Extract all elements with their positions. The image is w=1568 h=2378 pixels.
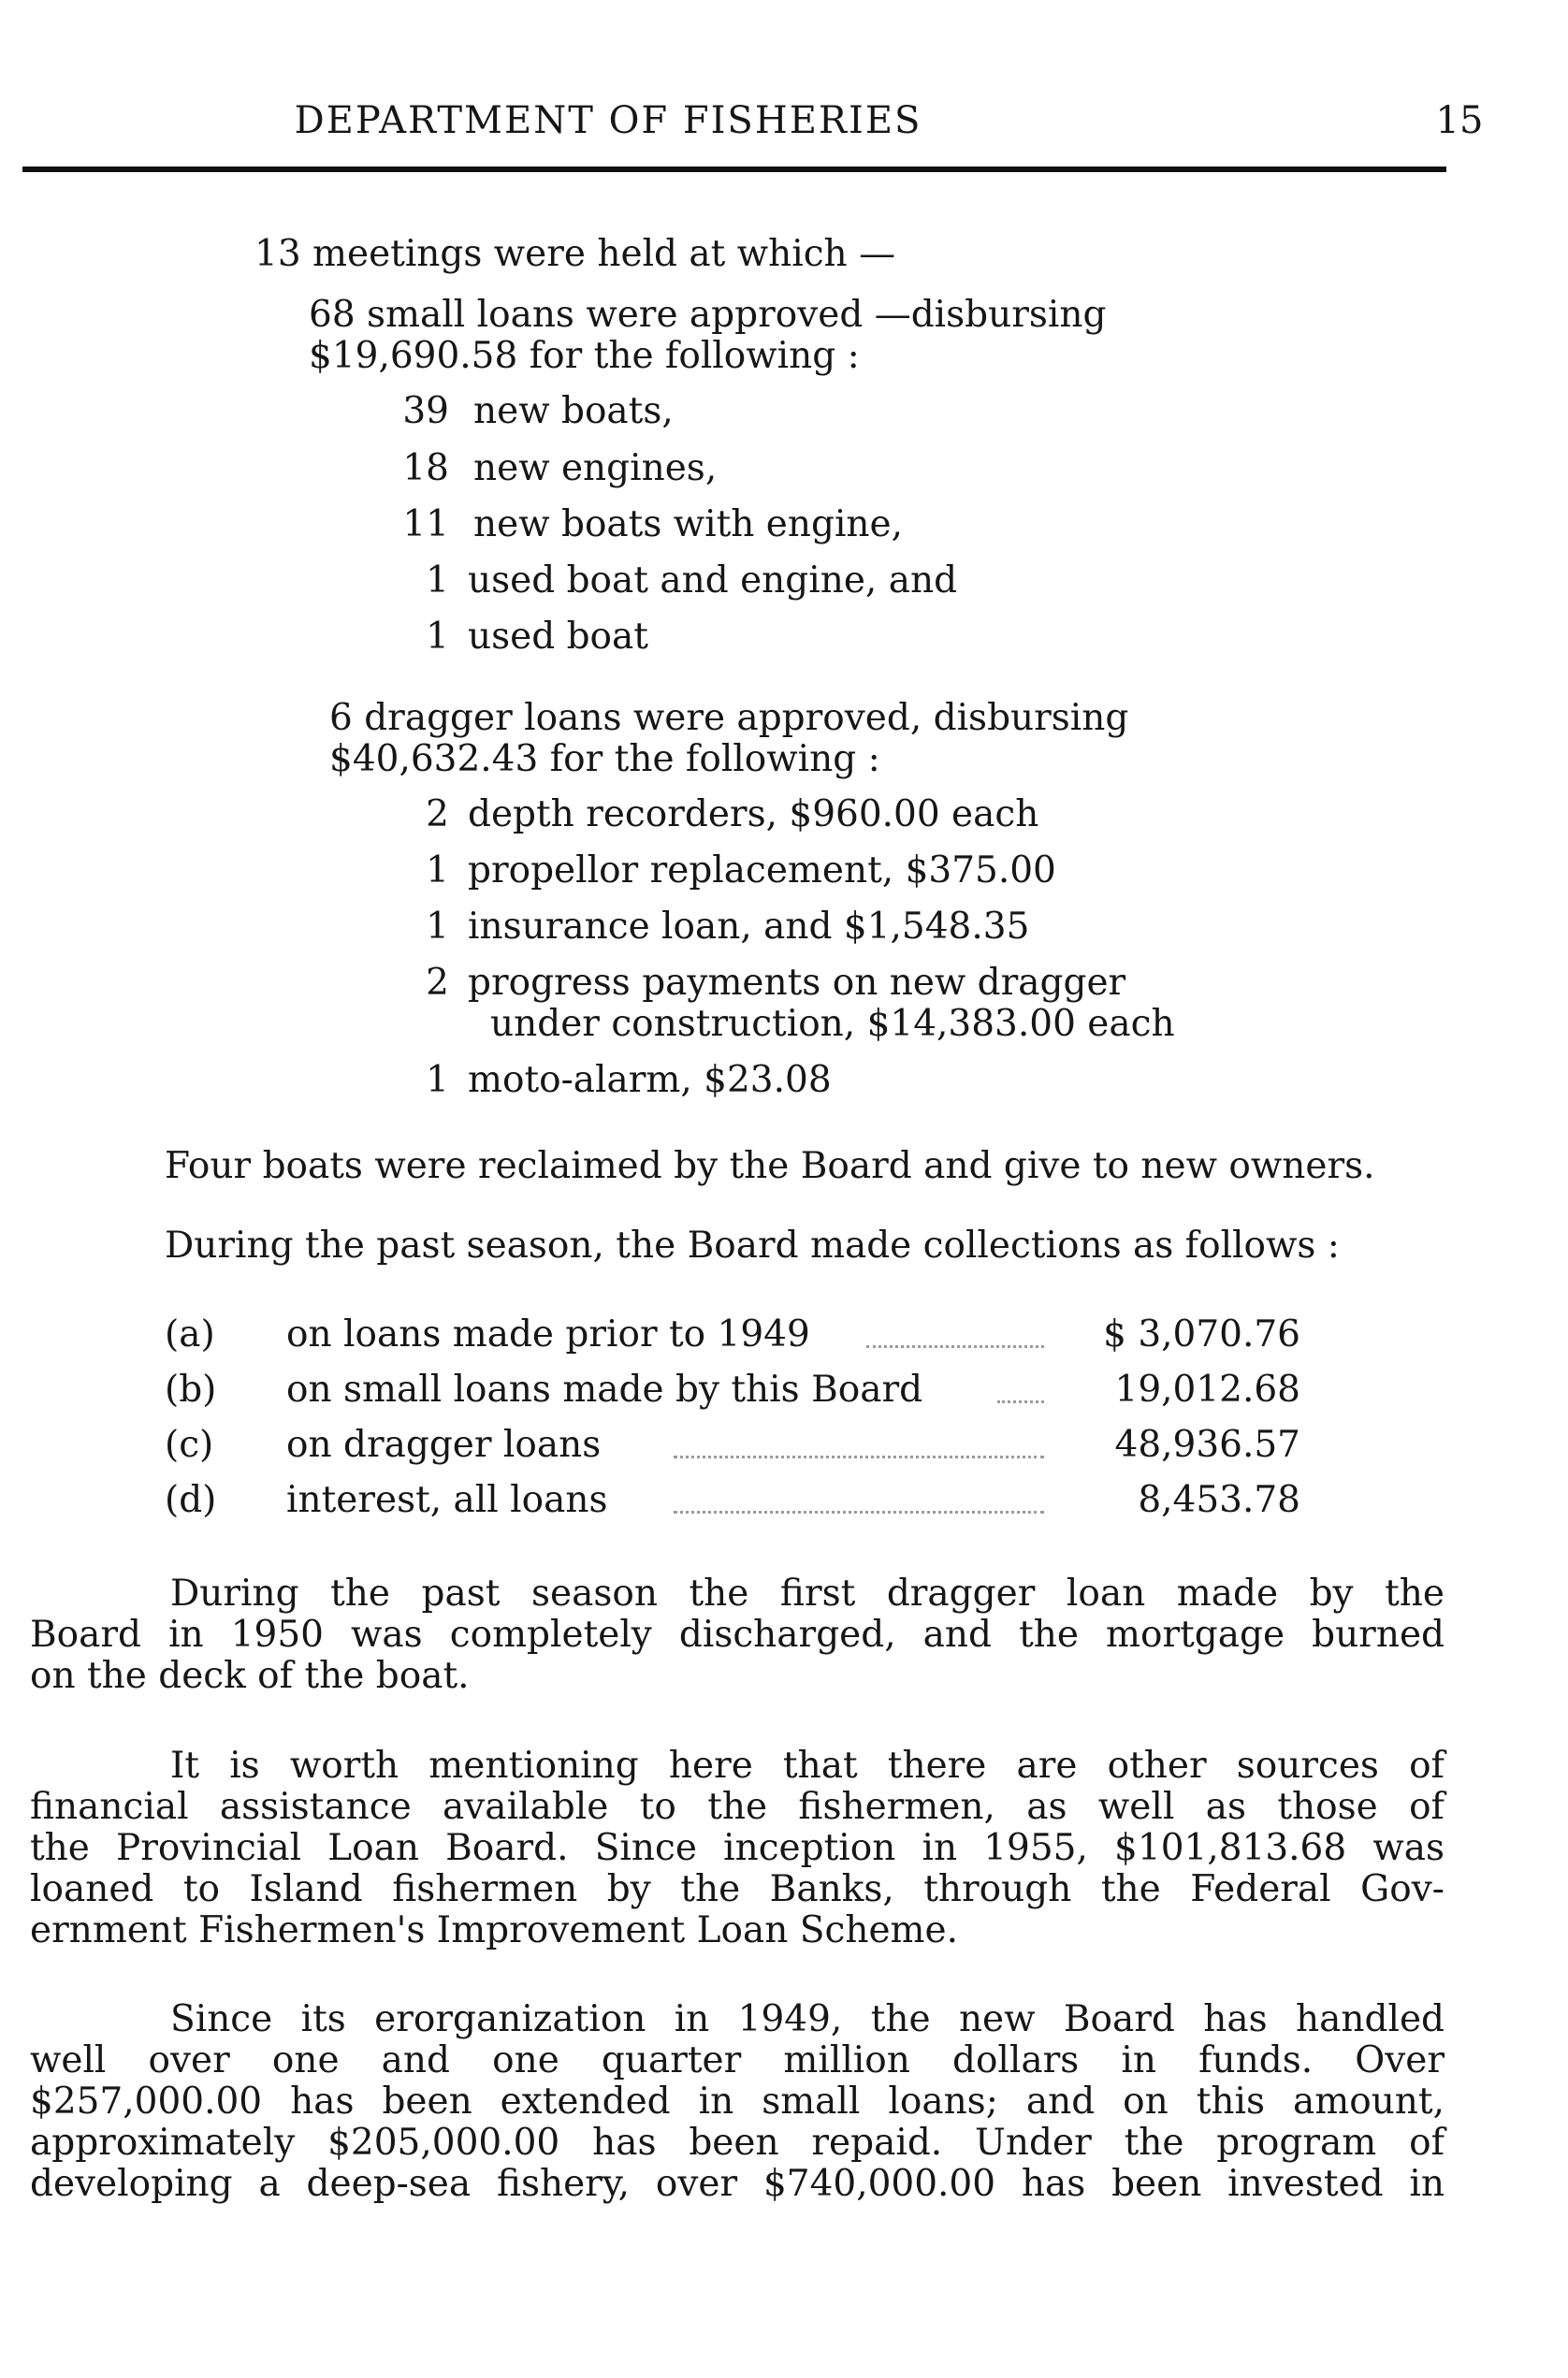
small-loans-line-2: $19,690.58 for the following : (309, 335, 860, 377)
collections-intro: During the past season, the Board made collections as follows : (165, 1225, 1340, 1267)
paragraph-line: During the past season the first dragger loan made by the (170, 1573, 1445, 1615)
reclaimed-statement: Four boats were reclaimed by the Board and give to new owners. (165, 1145, 1375, 1187)
dragger-loans-line-1: 6 dragger loans were approved, disbursing (329, 697, 1129, 739)
collection-label: (c) (165, 1424, 214, 1466)
collection-description: on small loans made by this Board (286, 1369, 923, 1411)
dragger-item-text: insurance loan, and $1,548.35 (468, 906, 1030, 948)
paragraph-board-reorganization (30, 1999, 1445, 2205)
dragger-item-qty: 1 (426, 1059, 449, 1101)
paragraph-line: on the deck of the boat. (30, 1655, 470, 1697)
collection-label: (b) (165, 1369, 217, 1411)
running-header-title: DEPARTMENT OF FISHERIES (294, 99, 922, 142)
dragger-item-text: depth recorders, $960.00 each (468, 793, 1039, 835)
dragger-item-text-continued: under construction, $14,383.00 each (490, 1003, 1175, 1045)
small-item-qty: 1 (426, 616, 449, 658)
small-item-qty: 39 (402, 390, 449, 432)
collection-amount: 48,936.57 (1114, 1424, 1300, 1466)
dot-leader (866, 1345, 1044, 1350)
small-item-qty: 18 (402, 447, 449, 489)
collection-amount: 8,453.78 (1138, 1479, 1300, 1521)
paragraph-line: $257,000.00 has been extended in small loans; and on this amount, (30, 2081, 1445, 2123)
collection-amount: 19,012.68 (1114, 1369, 1300, 1411)
small-item-text: used boat and engine, and (468, 559, 958, 602)
paragraph-line: financial assistance available to the fishermen, as well as those of (30, 1786, 1445, 1828)
dragger-item-qty: 2 (426, 793, 449, 835)
small-item-text: used boat (468, 616, 648, 658)
paragraph-financial-assistance (30, 1746, 1445, 1951)
page-number: 15 (1435, 99, 1484, 142)
collection-label: (a) (165, 1313, 215, 1356)
small-item-text: new boats, (473, 390, 674, 432)
dragger-item-qty: 1 (426, 906, 449, 948)
paragraph-line: ernment Fishermen's Improvement Loan Scheme. (30, 1909, 958, 1951)
paragraph-line: It is worth mentioning here that there are other sources of (170, 1745, 1445, 1787)
dragger-item-qty: 2 (426, 962, 449, 1004)
small-item-text: new boats with engine, (473, 503, 904, 545)
collection-description: on dragger loans (286, 1424, 602, 1466)
paragraph-line: approximately $205,000.00 has been repaid. Under the program of (30, 2122, 1445, 2164)
paragraph-line: the Provincial Loan Board. Since inception in 1955, $101,813.68 was (30, 1827, 1445, 1869)
dot-leader (674, 1511, 1044, 1515)
paragraph-line: well over one and one quarter million dollars in funds. Over (30, 2039, 1445, 2081)
dragger-item-text: moto-alarm, $23.08 (468, 1059, 832, 1101)
collection-amount: $ 3,070.76 (1103, 1313, 1300, 1356)
paragraph-line: developing a deep-sea fishery, over $740,000.00 has been invested in (30, 2163, 1445, 2205)
dragger-item-qty: 1 (426, 849, 449, 892)
paragraph-line: loaned to Island fishermen by the Banks, through the Federal Gov- (30, 1868, 1445, 1910)
small-item-qty: 1 (426, 559, 449, 602)
collection-label: (d) (165, 1479, 217, 1521)
small-item-text: new engines, (473, 447, 718, 489)
collection-description: interest, all loans (286, 1479, 608, 1521)
small-loans-line-1: 68 small loans were approved —disbursing (309, 294, 1107, 336)
dragger-item-text: progress payments on new dragger (468, 962, 1126, 1004)
dragger-item-text: propellor replacement, $375.00 (468, 849, 1056, 892)
paragraph-discharged-loan (30, 1573, 1445, 1697)
paragraph-line: Since its erorganization in 1949, the new Board has handled (170, 1998, 1445, 2040)
header-rule (22, 167, 1446, 172)
dot-leader (674, 1456, 1044, 1460)
collection-description: on loans made prior to 1949 (286, 1313, 810, 1356)
paragraph-line: Board in 1950 was completely discharged, and the mortgage burned (30, 1614, 1445, 1656)
dragger-loans-line-2: $40,632.43 for the following : (329, 738, 880, 780)
small-item-qty: 11 (402, 503, 449, 545)
dot-leader (997, 1400, 1044, 1405)
meetings-intro: 13 meetings were held at which — (254, 233, 896, 275)
